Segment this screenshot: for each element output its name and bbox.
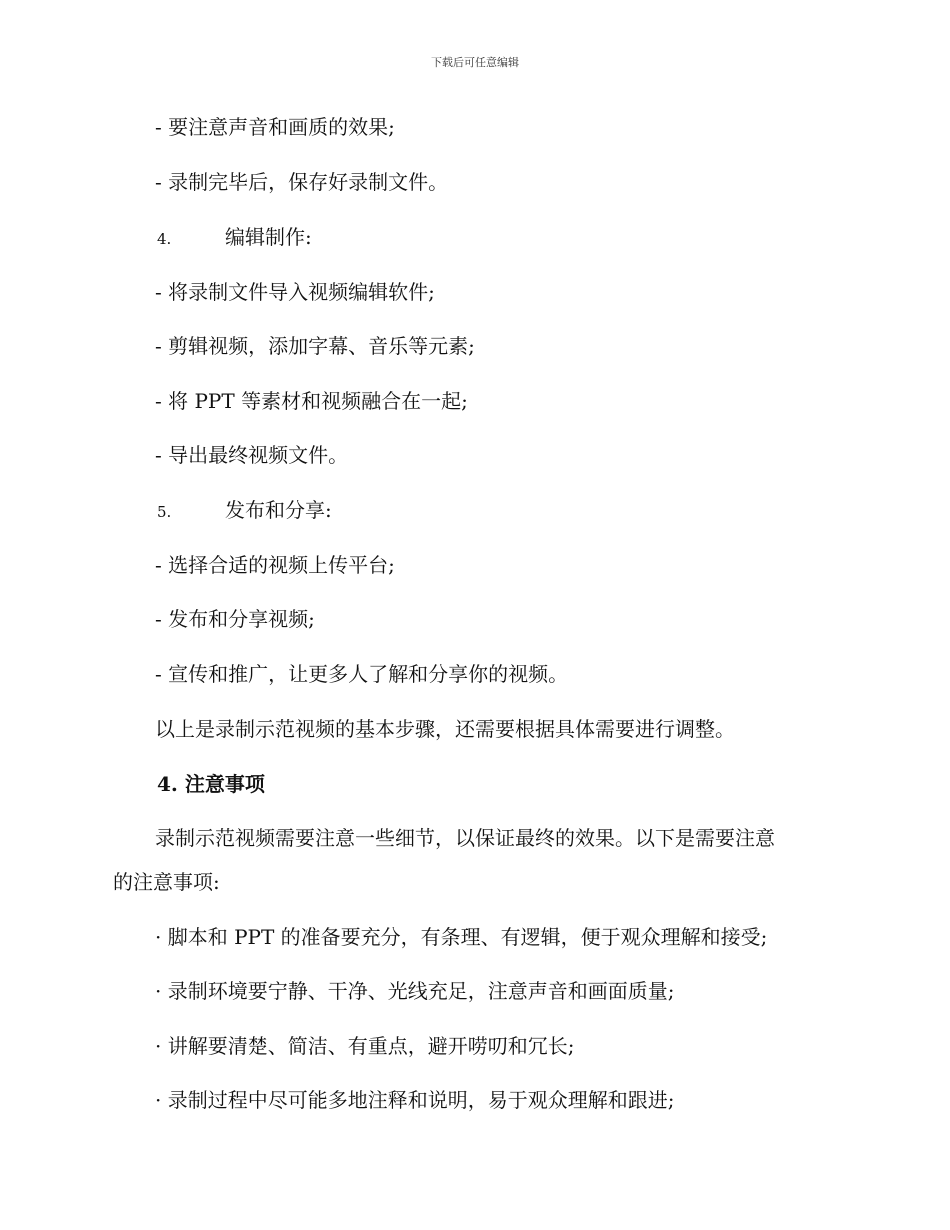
bullet-item: · 录制过程中尽可能多地注释和说明，易于观众理解和跟进; (155, 1088, 675, 1112)
step-label: 发布和分享: (225, 498, 332, 522)
list-item: - 发布和分享视频; (155, 607, 315, 631)
bullet-item: · 录制环境要宁静、干净、光线充足，注意声音和画面质量; (155, 979, 675, 1003)
list-item: - 录制完毕后，保存好录制文件。 (155, 170, 449, 194)
bullet-item: · 讲解要清楚、简洁、有重点，避开唠叨和冗长; (155, 1034, 575, 1058)
step-heading-4 (157, 223, 312, 253)
step-label: 编辑制作: (225, 225, 312, 249)
page-header: 下载后可任意编辑 (431, 56, 519, 69)
list-item: - 将录制文件导入视频编辑软件; (155, 280, 435, 304)
bullet-item: · 脚本和 PPT 的准备要充分，有条理、有逻辑，便于观众理解和接受; (155, 925, 768, 949)
intro-paragraph-line: 录制示范视频需要注意一些细节，以保证最终的效果。以下是需要注意 (155, 826, 775, 850)
step-number: 5. (157, 503, 172, 521)
summary-paragraph: 以上是录制示范视频的基本步骤，还需要根据具体需要进行调整。 (155, 717, 735, 741)
list-item: - 导出最终视频文件。 (155, 443, 349, 467)
list-item: - 将 PPT 等素材和视频融合在一起; (155, 389, 468, 413)
list-item: - 宣传和推广，让更多人了解和分享你的视频。 (155, 662, 569, 686)
list-item: - 剪辑视频，添加字幕、音乐等元素; (155, 334, 475, 358)
step-number: 4. (157, 230, 172, 248)
list-item: - 选择合适的视频上传平台; (155, 553, 395, 577)
list-item: - 要注意声音和画质的效果; (155, 115, 395, 139)
step-heading-5 (157, 496, 332, 526)
section-heading: 4. 注意事项 (157, 772, 265, 796)
intro-paragraph-line: 的注意事项: (113, 870, 220, 894)
